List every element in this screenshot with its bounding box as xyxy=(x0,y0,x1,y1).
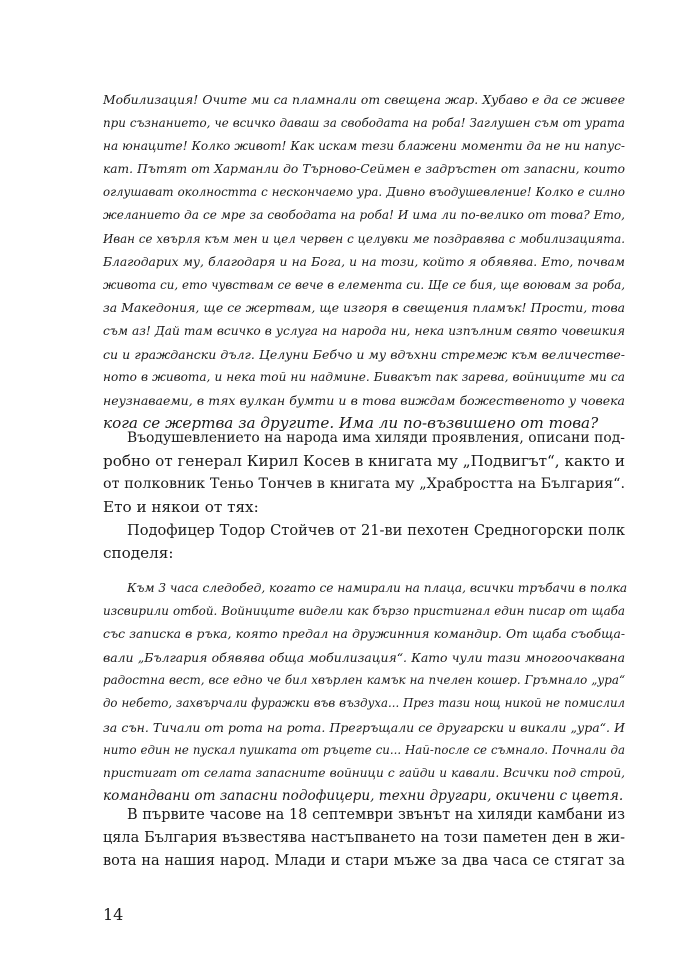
text-line: от полковник Теньо Тончев в книгата му „Храбростта на България“. xyxy=(103,476,625,493)
text-line: Благодарих му, благодаря и на Бога, и на този, който я обявява. Ето, почвам xyxy=(103,254,625,269)
text-line: за сън. Тичали от рота на рота. Прегръщали се другарски и викали „ура“. И xyxy=(103,719,625,735)
text-line: при съзнанието, че всичко даваш за свободата на роба! Заглушен съм от урата xyxy=(103,116,625,131)
text-line: вота на нашия народ. Млади и стари мъже за два часа се стягат за xyxy=(103,853,625,870)
text-line: неузнаваеми, в тях вулкан бумти и в това виждам божественото у човека xyxy=(103,393,625,409)
text-line: живота си, ето чувствам се вече в елемента си. Ще се бия, ще воювам за роба, xyxy=(103,277,625,292)
text-line: със записка в ръка, която предал на дружинния командир. От щаба съобща- xyxy=(103,627,625,642)
text-line: споделя: xyxy=(103,544,174,563)
text-line: Към 3 часа следобед, когато се намирали на плаца, всички тръбачи в полка xyxy=(127,581,628,595)
text-line: нито един не пускал пушката от ръцете си... Най-после се съмнало. Почнали да xyxy=(103,742,625,757)
body-paragraph xyxy=(103,804,625,873)
text-line: изсвирили отбой. Войниците видели как бързо пристигнал един писар от щаба xyxy=(103,604,625,619)
text-line: Мобилизация! Очите ми са пламнали от свещена жар. Хубаво е да се живее xyxy=(103,93,625,107)
text-line: вали „България обявява обща мобилизация“. Като чули тази многоочаквана xyxy=(103,650,625,666)
text-line: до небето, захвърчали фуражки във въздуха... През тази нощ никой не помислил xyxy=(103,696,625,711)
text-line: Иван се хвърля към мен и цел червен с целувки ме поздравява с мобилизацията. xyxy=(103,231,625,246)
text-line: пристигат от селата запасните войници с гайди и кавали. Всички под строй, xyxy=(103,765,625,780)
body-paragraph xyxy=(103,427,625,566)
text-line: си и граждански дълг. Целуни Бебчо и му вдъхни стремеж към величестве- xyxy=(103,347,625,363)
text-line: на юнаците! Колко живот! Как искам тези блажени моменти да не ни напус- xyxy=(103,139,625,154)
text-line: оглушават околността с нескончаемо ура. Дивно въодушевление! Колко е силно xyxy=(103,185,625,200)
page-number: 14 xyxy=(103,905,124,924)
text-line: радостна вест, все едно че бил хвърлен камък на пчелен кошер. Гръмнало „ура“ xyxy=(103,673,625,688)
text-line: цяла България възвестява настъпването на този паметен ден в жи- xyxy=(103,830,625,847)
text-line: желанието да се мре за свободата на роба! И има ли по-велико от това? Ето, xyxy=(103,208,625,223)
text-line: Ето и някои от тях: xyxy=(103,498,259,517)
diary-quote xyxy=(103,89,625,435)
text-line: за Македония, ще се жертвам, ще изгоря в свещения пламък! Прости, това xyxy=(103,300,625,315)
text-line: ното в живота, и нека той ни надмине. Бивакът пак зарева, войниците ми са xyxy=(103,370,625,385)
text-line: В първите часове на 18 септември звънът на хиляди камбани из xyxy=(127,807,625,823)
text-line: командвани от запасни подофицери, техни другари, окичени с цветя. xyxy=(103,787,624,804)
text-line: робно от генерал Кирил Косев в книгата му „Подвигът“, както и xyxy=(103,452,625,471)
text-line: Подофицер Тодор Стойчев от 21-ви пехотен Средногорски полк xyxy=(127,522,625,540)
text-line: кат. Пътят от Харманли до Търново-Сеймен е задръстен от запасни, които xyxy=(103,162,625,177)
soldier-quote xyxy=(103,577,628,808)
text-line: съм аз! Дай там всичко в услуга на народа ни, нека изпълним свято човешкия xyxy=(103,323,625,338)
text-line: кога се жертва за другите. Има ли по-възвишено от това? xyxy=(103,414,599,433)
text-line: Въодушевлението на народа има хиляди проявления, описани под- xyxy=(127,430,625,446)
